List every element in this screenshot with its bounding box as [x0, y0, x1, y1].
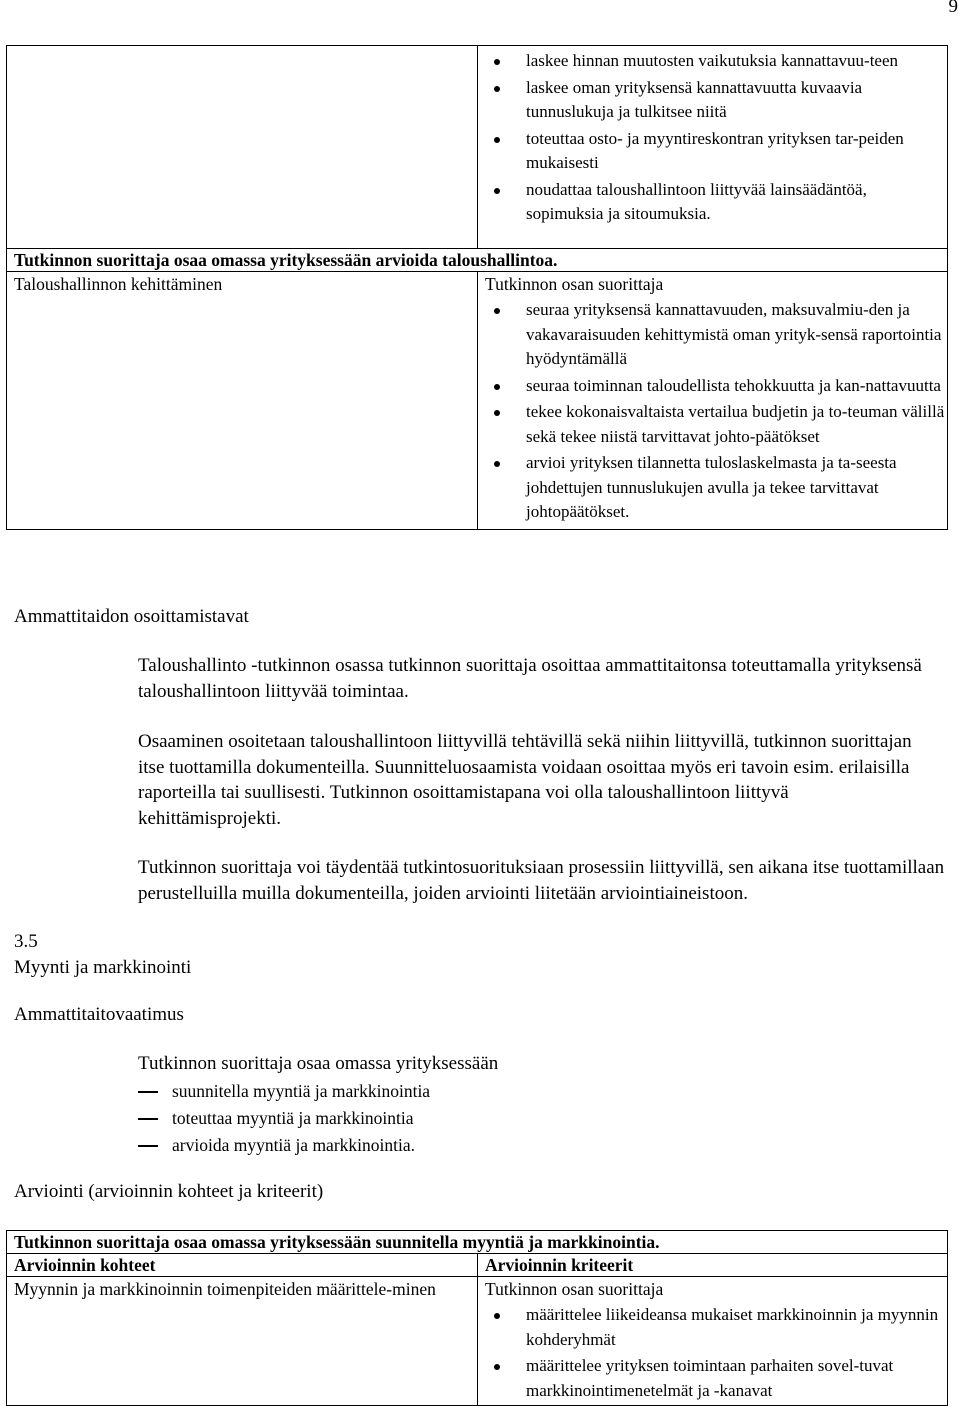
- list-item: laskee hinnan muutosten vaikutuksia kannattavuu-teen: [485, 49, 947, 74]
- list-item: noudattaa taloushallintoon liittyvää lainsäädäntöä, sopimuksia ja sitoumuksia.: [485, 178, 947, 227]
- assessment-target-cell: Myynnin ja markkinoinnin toimenpiteiden määrittele-minen: [7, 1277, 478, 1406]
- column-header: Arvioinnin kohteet: [7, 1254, 478, 1277]
- criteria-cell: [478, 272, 948, 530]
- page-number: 9: [948, 0, 958, 17]
- table-row: [7, 1277, 948, 1406]
- criteria-list: [485, 298, 947, 525]
- list-item: arvioi yrityksen tilannetta tuloslaskelmasta ja ta-seesta johdettujen tunnuslukujen avulla ja tekee tarvittavat johtopäätökset.: [485, 451, 947, 525]
- criteria-cell: [478, 46, 948, 249]
- criteria-cell: [478, 1277, 948, 1406]
- subheading: Arviointi (arvioinnin kohteet ja kriteerit): [14, 1181, 324, 1202]
- section-heading: Ammattitaidon osoittamistavat: [14, 606, 249, 627]
- list-item: laskee oman yrityksensä kannattavuutta kuvaavia tunnuslukuja ja tulkitsee niitä: [485, 76, 947, 125]
- requirement-list: [138, 1078, 430, 1159]
- table-row: [7, 272, 948, 530]
- column-header: Arvioinnin kriteerit: [478, 1254, 948, 1277]
- table-row: [7, 1254, 948, 1277]
- paragraph: Osaaminen osoitetaan taloushallintoon liittyvillä tehtävillä sekä niihin liittyvillä, tutkinnon suorittajan itse tuottamilla dokumenteilla. Suunnitteluosaamista voidaan osoittaa myös eri tavoin esim. erilaisilla raporteilla tai suullisesti. Tutkinnon osoittamistapana voi olla taloushallintoon liittyvä kehittämisprojekti.: [138, 731, 912, 829]
- table-row: [7, 1231, 948, 1254]
- table-row: [7, 249, 948, 272]
- criteria-table-taloushallinto: [6, 45, 948, 530]
- intro-text: Tutkinnon suorittaja osaa omassa yrityksessään: [138, 1053, 499, 1074]
- assessment-target-cell: Taloushallinnon kehittäminen: [7, 272, 478, 530]
- subheading: Ammattitaitovaatimus: [14, 1004, 184, 1025]
- section-title: Myynti ja markkinointi: [14, 957, 192, 978]
- list-item: seuraa yrityksensä kannattavuuden, maksuvalmiu-den ja vakavaraisuuden kehittymistä oman yrityk-sensä raportointia hyödyntämällä: [485, 298, 947, 372]
- paragraph: Tutkinnon suorittaja voi täydentää tutkintosuorituksiaan prosessiin liittyvillä, sen aikana itse tuottamillaan perustelluilla muilla dokumenteilla, joiden arviointi liitetään arviointiaineistoon.: [138, 857, 945, 904]
- criteria-table-myynti: [6, 1230, 948, 1406]
- criteria-list: [485, 49, 947, 227]
- list-item: määrittelee yrityksen toimintaan parhaiten sovel-tuvat markkinointimenetelmät ja -kanavat: [485, 1354, 947, 1403]
- list-item: toteuttaa myyntiä ja markkinointia: [138, 1105, 430, 1132]
- section-number: 3.5: [14, 931, 38, 952]
- paragraph: Taloushallinto -tutkinnon osassa tutkinnon suorittaja osoittaa ammattitaitonsa toteuttamalla yrityksensä taloushallintoon liittyvää toimintaa.: [138, 655, 922, 702]
- criteria-list: [485, 1303, 947, 1403]
- list-item: määrittelee liikeideansa mukaiset markkinoinnin ja myynnin kohderyhmät: [485, 1303, 947, 1352]
- list-item: seuraa toiminnan taloudellista tehokkuutta ja kan-nattavuutta: [485, 374, 947, 399]
- table-full-row: Tutkinnon suorittaja osaa omassa yrityksessään arvioida taloushallintoa.: [7, 249, 948, 272]
- criteria-heading: Tutkinnon osan suorittaja: [485, 274, 664, 294]
- table-full-row: Tutkinnon suorittaja osaa omassa yrityksessään suunnitella myyntiä ja markkinointia.: [7, 1231, 948, 1254]
- list-item: suunnitella myyntiä ja markkinointia: [138, 1078, 430, 1105]
- list-item: tekee kokonaisvaltaista vertailua budjetin ja to-teuman välillä sekä tekee niistä tarvittavat johto-päätökset: [485, 400, 947, 449]
- list-item: toteuttaa osto- ja myyntireskontran yrityksen tar-peiden mukaisesti: [485, 127, 947, 176]
- table-row: [7, 46, 948, 249]
- criteria-heading: Tutkinnon osan suorittaja: [485, 1279, 664, 1299]
- empty-cell: [7, 46, 478, 249]
- list-item: arvioida myyntiä ja markkinointia.: [138, 1132, 430, 1159]
